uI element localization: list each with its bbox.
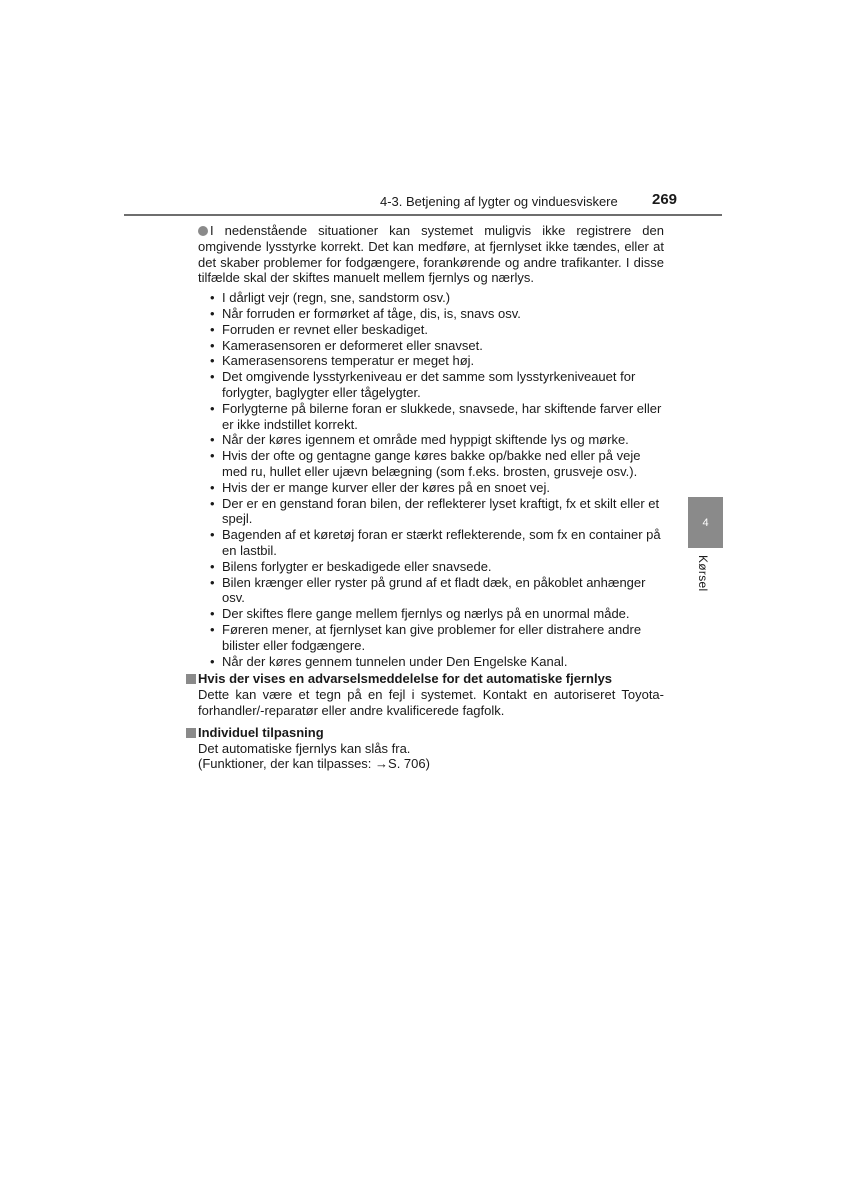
condition-list-item <box>210 480 664 496</box>
condition-list-item <box>210 290 664 306</box>
bullet-dot-icon: • <box>210 369 215 385</box>
condition-list-item <box>210 306 664 322</box>
condition-text: Bagenden af et køretøj foran er stærkt reflekterende, som fx en container på en lastbil. <box>222 527 661 558</box>
condition-list-item <box>210 448 664 480</box>
section-heading <box>186 725 664 741</box>
condition-list-item <box>210 575 664 607</box>
section-body-text: (Funktioner, der kan tilpasses: →S. 706) <box>198 756 430 772</box>
condition-text: I dårligt vejr (regn, sne, sandstorm osv.) <box>222 290 451 306</box>
section-body-text: Det automatiske fjernlys kan slås fra. <box>198 740 411 756</box>
condition-text: Når forruden er formørket af tåge, dis, is, snavs osv. <box>222 305 521 321</box>
condition-list-item <box>210 654 664 670</box>
condition-list-item <box>210 401 664 433</box>
condition-list-item <box>210 353 664 369</box>
square-bullet-icon <box>186 674 196 684</box>
info-section <box>186 671 664 718</box>
running-header-section-title: 4-3. Betjening af lygter og vinduesviskere <box>380 194 618 209</box>
bullet-dot-icon: • <box>210 558 215 574</box>
chapter-tab <box>688 497 723 548</box>
bullet-dot-icon: • <box>210 653 215 669</box>
bullet-dot-icon: • <box>210 337 215 353</box>
page-content <box>186 223 664 772</box>
condition-text: Bilens forlygter er beskadigede eller snavsede. <box>222 558 492 574</box>
condition-text: Forruden er revnet eller beskadiget. <box>222 321 428 337</box>
condition-text: Det omgivende lysstyrkeniveau er det samme som lysstyrkeniveauet for forlygter, baglygter eller tågelygter. <box>222 369 636 400</box>
condition-list-item <box>210 369 664 401</box>
header-divider <box>124 214 722 216</box>
bullet-dot-icon: • <box>210 448 215 464</box>
bullet-dot-icon: • <box>210 432 215 448</box>
condition-text: Bilen krænger eller ryster på grund af et fladt dæk, en påkoblet anhænger osv. <box>222 574 646 606</box>
condition-text: Føreren mener, at fjernlyset kan give problemer for eller distrahere andre bilister eller fodgængere. <box>222 621 642 653</box>
intro-paragraph <box>186 223 664 286</box>
section-heading-text: Hvis der vises en advarselsmeddelelse for det automatiske fjernlys <box>198 671 613 687</box>
bullet-dot-icon: • <box>210 400 215 416</box>
condition-text: Forlygterne på bilerne foran er slukkede, snavsede, har skiftende farver eller er ikke indstillet korrekt. <box>222 400 662 432</box>
condition-list-item <box>210 606 664 622</box>
condition-text: Hvis der er mange kurver eller der køres på en snoet vej. <box>222 479 551 495</box>
condition-list-item <box>210 322 664 338</box>
condition-list <box>186 290 664 669</box>
condition-text: Hvis der ofte og gentagne gange køres bakke op/bakke ned eller på veje med ru, hullet eller ujævn belægning (som f.eks. brosten, grusveje osv.). <box>222 448 641 479</box>
circle-bullet-icon <box>198 226 208 236</box>
condition-text: Der skiftes flere gange mellem fjernlys og nærlys på en unormal måde. <box>222 606 630 622</box>
condition-list-item <box>210 496 664 528</box>
page-number: 269 <box>652 191 678 208</box>
bullet-dot-icon: • <box>210 305 215 321</box>
condition-text: Når der køres gennem tunnelen under Den Engelske Kanal. <box>222 653 568 669</box>
section-heading <box>186 671 664 687</box>
condition-text: Der er en genstand foran bilen, der reflekterer lyset kraftigt, fx et skilt eller et spejl. <box>222 495 660 527</box>
bullet-dot-icon: • <box>210 321 215 337</box>
condition-list-item <box>210 622 664 654</box>
bullet-dot-icon: • <box>210 495 215 511</box>
condition-list-item <box>210 527 664 559</box>
bullet-dot-icon: • <box>210 621 215 637</box>
bullet-dot-icon: • <box>210 527 215 543</box>
condition-list-item <box>210 432 664 448</box>
bullet-dot-icon: • <box>210 606 215 622</box>
section-body-text: Dette kan være et tegn på en fejl i systemet. Kontakt en autoriseret Toyota-forhandler/-reparatør eller andre kvalificerede fagfolk. <box>198 687 664 718</box>
condition-list-item <box>210 338 664 354</box>
chapter-number: 4 <box>702 516 709 529</box>
condition-text: Kamerasensorens temperatur er meget høj. <box>222 353 475 369</box>
bullet-dot-icon: • <box>210 574 215 590</box>
condition-text: Når der køres igennem et område med hyppigt skiftende lys og mørke. <box>222 432 629 448</box>
condition-text: Kamerasensoren er deformeret eller snavset. <box>222 337 483 353</box>
bullet-dot-icon: • <box>210 353 215 369</box>
intro-text: I nedenstående situationer kan systemet muligvis ikke registrere den omgivende lysstyrke korrekt. Det kan medføre, at fjernlyset ikke tændes, eller at det skaber problemer for fodgængere, forankørende og andre trafikanter. I disse tilfælde skal der skiftes manuelt mellem fjernlys og nærlys. <box>198 223 664 286</box>
info-section <box>186 721 664 772</box>
condition-list-item <box>210 559 664 575</box>
square-bullet-icon <box>186 728 196 738</box>
chapter-label: Kørsel <box>696 555 710 592</box>
bullet-dot-icon: • <box>210 290 215 306</box>
section-heading-text: Individuel tilpasning <box>198 724 324 740</box>
bullet-dot-icon: • <box>210 479 215 495</box>
sections <box>186 671 664 772</box>
